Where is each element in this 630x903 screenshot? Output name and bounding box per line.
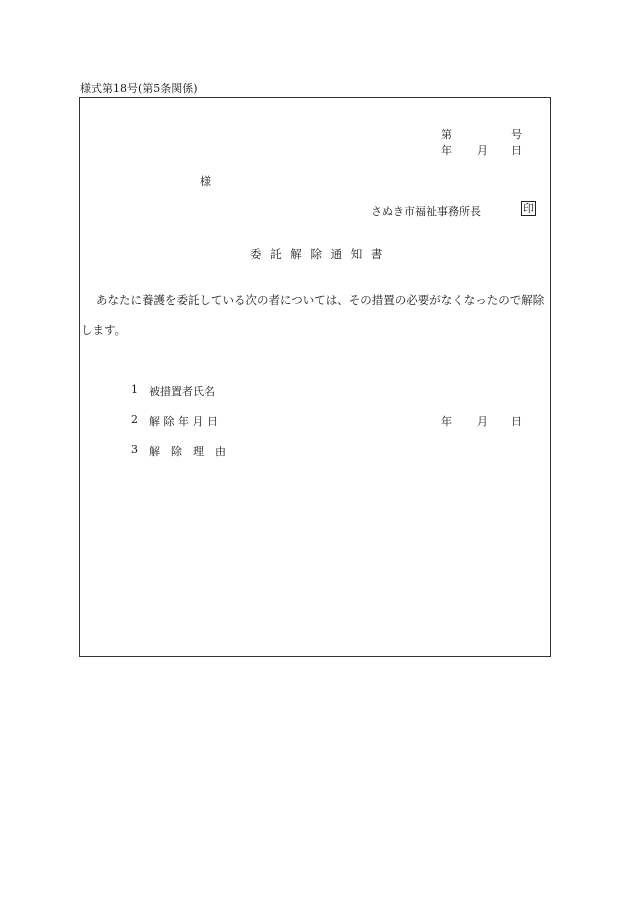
addressee-honorific: 様 <box>200 175 211 188</box>
item-3-label: 解 除 理 由 <box>149 445 226 458</box>
seal-mark: 印 <box>523 202 534 215</box>
form-number-label: 様式第18号(第5条関係) <box>80 82 198 95</box>
sender-name: さぬき市福祉事務所長 <box>371 205 481 218</box>
doc-number-suffix: 号 <box>511 128 522 141</box>
body-line-1: あなたに養護を委託している次の者については、その措置の必要がなくなったので解除 <box>96 293 545 307</box>
item-1-number: 1 <box>131 383 138 396</box>
item-2-number: 2 <box>131 413 138 426</box>
date-day: 日 <box>511 144 522 157</box>
item-3-number: 3 <box>131 443 138 456</box>
document-title: 委 託 解 除 通 知 書 <box>250 247 383 261</box>
item-2-year: 年 <box>441 415 452 428</box>
item-2-label: 解 除 年 月 日 <box>149 415 218 428</box>
body-line-2: します。 <box>81 323 127 337</box>
notice-form-frame <box>79 97 551 657</box>
doc-number-prefix: 第 <box>441 128 452 141</box>
official-seal <box>521 201 536 216</box>
item-2-month: 月 <box>477 415 488 428</box>
item-1-label: 被措置者氏名 <box>149 385 215 398</box>
date-month: 月 <box>477 144 488 157</box>
date-year: 年 <box>441 144 452 157</box>
item-2-day: 日 <box>511 415 522 428</box>
